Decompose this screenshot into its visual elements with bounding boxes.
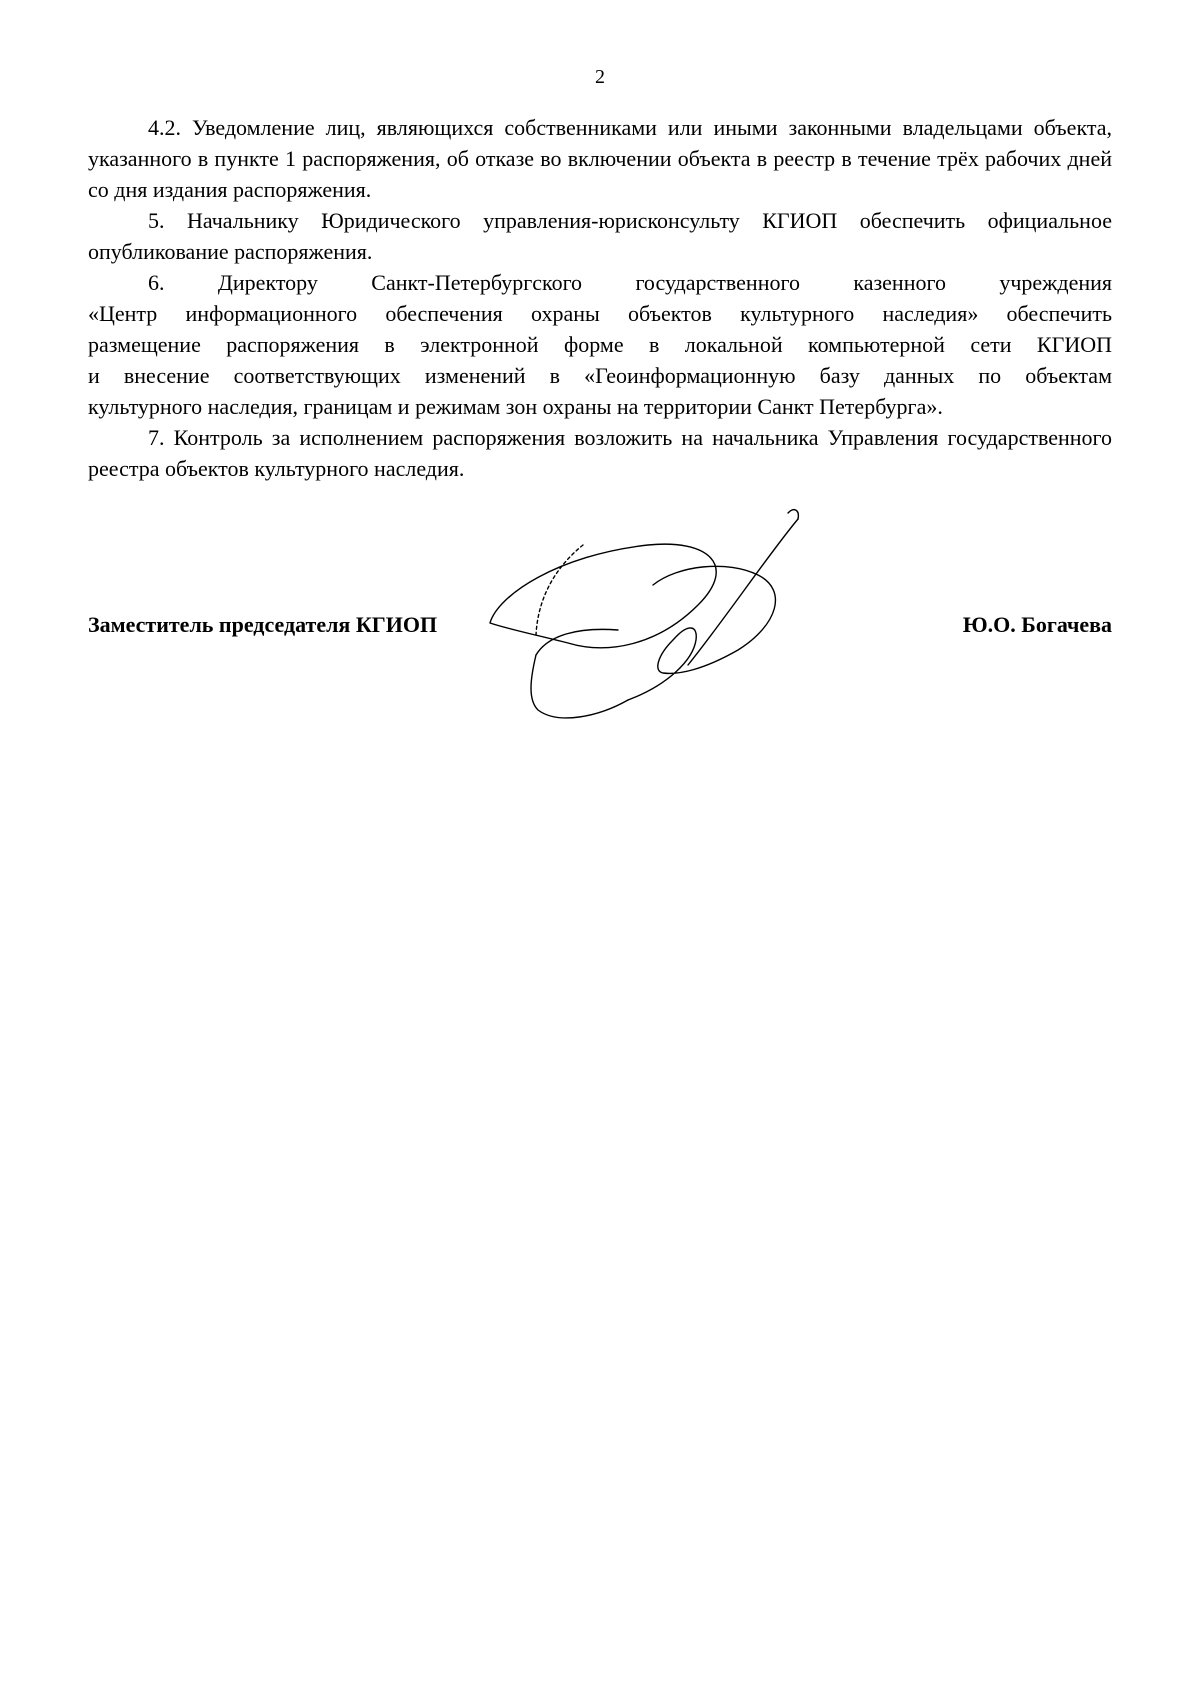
signatory-title: Заместитель председателя КГИОП <box>88 612 438 637</box>
paragraph-6-line-4: и внесение соответствующих изменений в «Геоинформационную базу данных по объектам <box>88 363 1112 388</box>
signatory-name: Ю.О. Богачева <box>962 612 1112 637</box>
paragraph-6-line-2: «Центр информационного обеспечения охраны объектов культурного наследия» обеспечить <box>88 301 1112 326</box>
page-number: 2 <box>595 66 605 88</box>
paragraph-6-line-1: 6. Директору Санкт-Петербургского государственного казенного учреждения <box>148 270 1112 295</box>
paragraph-6 <box>88 267 1112 422</box>
paragraph-7: 7. Контроль за исполнением распоряжения возложить на начальника Управления государственного реестра объектов культурного наследия. <box>88 425 1112 481</box>
paragraph-6-line-3: размещение распоряжения в электронной форме в локальной компьютерной сети КГИОП <box>88 332 1112 357</box>
paragraph-4-2: 4.2. Уведомление лиц, являющихся собственниками или иными законными владельцами объекта, указанного в пункте 1 распоряжения, об отказе во включении объекта в реестр в течение трёх рабочих дней со дня издания распоряжения. <box>88 115 1112 202</box>
paragraph-5: 5. Начальнику Юридического управления-юрисконсульту КГИОП обеспечить официальное опубликование распоряжения. <box>88 208 1112 264</box>
handwritten-signature <box>488 505 868 725</box>
document-body <box>88 112 1112 484</box>
paragraph-6-line-5: культурного наследия, границам и режимам зон охраны на территории Санкт Петербурга». <box>88 394 943 419</box>
